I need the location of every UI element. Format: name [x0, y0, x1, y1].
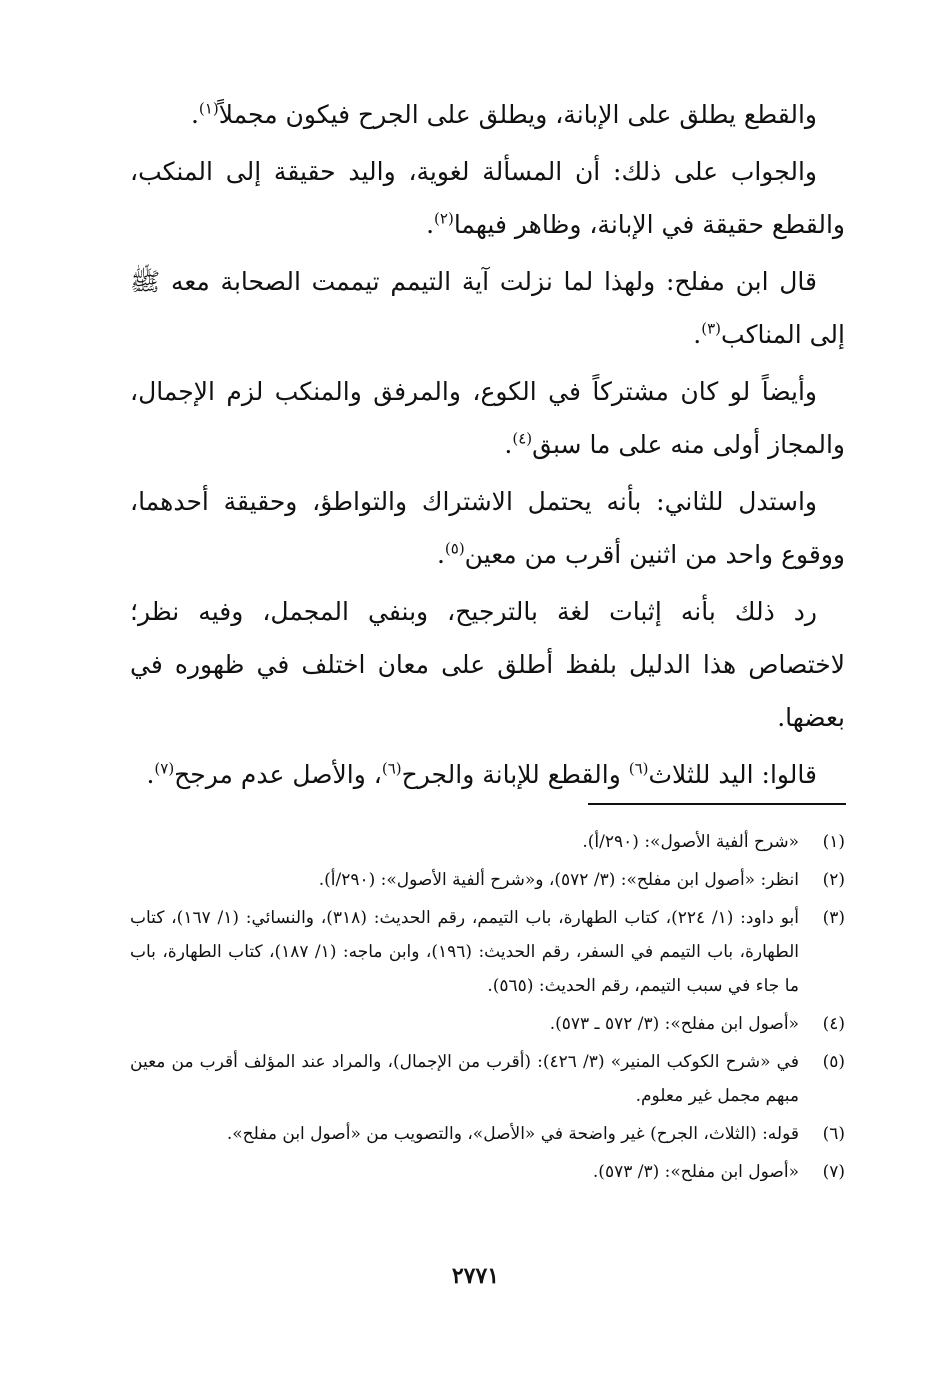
footnote-text: «شرح ألفية الأصول»: (٢٩٠/أ). [582, 832, 799, 852]
footnotes [130, 825, 845, 1193]
footnote-number: (٥) [822, 1052, 845, 1072]
footnote-text: قوله: (الثلاث، الجرح) غير واضحة في «الأصل»، والتصويب من «أصول ابن مفلح». [226, 1124, 799, 1144]
footnote-ref[interactable]: (٢) [434, 209, 454, 228]
paragraph-1: والقطع يطلق على الإبانة، ويطلق على الجرح فيكون مجملاً$^{(١)}$. [190, 99, 817, 129]
footnote-item [130, 1007, 845, 1041]
footnote-text: «أصول ابن مفلح»: (٣/ ٥٧٣). [592, 1162, 799, 1182]
footnote-item [130, 1045, 845, 1113]
footnote-number: (٧) [822, 1162, 845, 1182]
footnote-ref[interactable]: (٤) [512, 429, 533, 448]
footnote-item [130, 1155, 845, 1189]
footnote-text: في «شرح الكوكب المنير» (٣/ ٤٢٦): (أقرب من الإجمال)، والمراد عند المؤلف أقرب من معين مبهم مجمل غير معلوم. [130, 1052, 799, 1106]
footnote-separator [588, 803, 846, 805]
paragraph-6: رد ذلك بأنه إثبات لغة بالترجيح، وبنفي المجمل، وفيه نظر؛ لاختصاص هذا الدليل بلفظ أطلق على معان اختلف في ظهوره في بعضها. [130, 597, 845, 732]
footnote-item [130, 863, 845, 897]
footnote-item [130, 901, 845, 1003]
footnote-ref[interactable]: (١) [198, 99, 219, 118]
footnote-number: (٦) [822, 1124, 845, 1144]
footnote-text: انظر: «أصول ابن مفلح»: (٣/ ٥٧٢)، و«شرح ألفية الأصول»: (٢٩٠/أ). [318, 870, 799, 890]
footnote-text: «أصول ابن مفلح»: (٣/ ٥٧٢ ـ ٥٧٣). [549, 1014, 799, 1034]
paragraph-5: واستدل للثاني: بأنه يحتمل الاشتراك والتواطؤ، وحقيقة أحدهما، ووقوع واحد من اثنين أقرب من معين$^{(٥)}$. [130, 487, 845, 569]
footnote-ref[interactable]: (٧) [154, 759, 175, 778]
paragraph-2: والجواب على ذلك: أن المسألة لغوية، واليد حقيقة إلى المنكب، والقطع حقيقة في الإبانة، وظاهر فيهما$^{(٢)}$. [130, 157, 845, 239]
main-text [130, 88, 845, 805]
footnote-item [130, 825, 845, 859]
footnote-item [130, 1117, 845, 1151]
footnote-ref[interactable]: (٣) [701, 319, 722, 338]
footnote-number: (٤) [822, 1014, 845, 1034]
footnote-number: (٢) [822, 870, 845, 890]
footnote-ref[interactable]: (٦) [381, 759, 402, 778]
footnote-ref[interactable]: (٦) [628, 759, 649, 778]
footnote-text: أبو داود: (١/ ٢٢٤)، كتاب الطهارة، باب التيمم، رقم الحديث: (٣١٨)، والنسائي: (١/ ١٦٧)، كتاب الطهارة، باب التيمم في السفر، رقم الحديث: (١٩٦)، وابن ماجه: (١/ ١٨٧)، كتاب الطهارة، باب ما جاء في سبب التيمم، رقم الحديث: (٥٦٥). [130, 908, 799, 996]
footnote-number: (٣) [822, 908, 845, 928]
footnote-number: (١) [822, 832, 845, 852]
paragraph-7: قالوا: اليد للثلاث$^{(٦)}$ والقطع للإبانة والجرح$^{(٦)}$، والأصل عدم مرجح$^{(٧)}$. [146, 759, 817, 789]
paragraph-4: وأيضاً لو كان مشتركاً في الكوع، والمرفق والمنكب لزم الإجمال، والمجاز أولى منه على ما سبق$^{(٤)}$. [130, 377, 845, 459]
footnote-ref[interactable]: (٥) [444, 539, 465, 558]
page-number: ٢٧٧١ [451, 1263, 500, 1289]
paragraph-3: قال ابن مفلح: ولهذا لما نزلت آية التيمم تيممت الصحابة معه ﷺ إلى المناكب$^{(٣)}$. [130, 267, 845, 349]
